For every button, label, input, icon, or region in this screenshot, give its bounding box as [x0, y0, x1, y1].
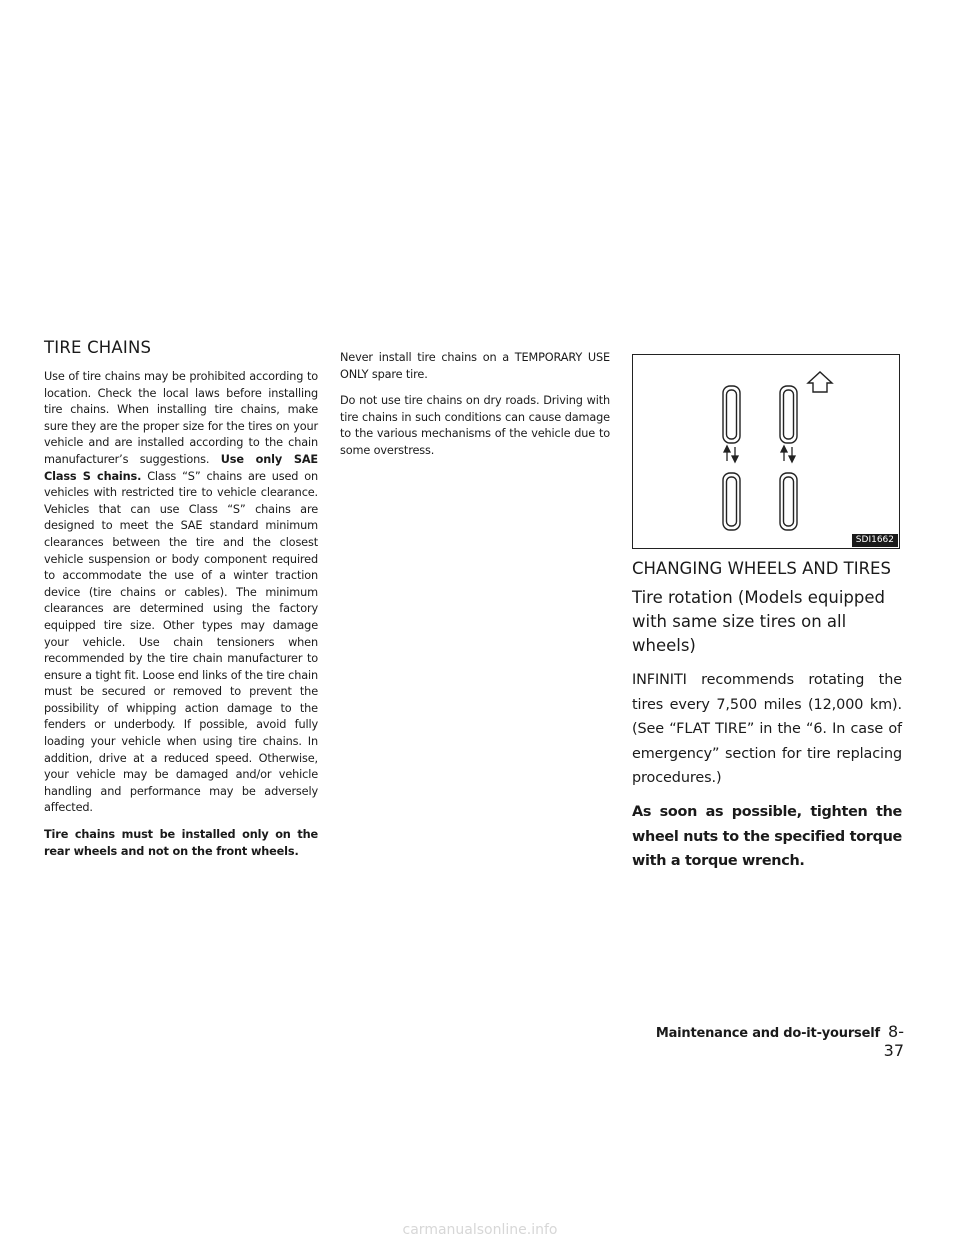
- swap-arrows-icon: [781, 446, 795, 462]
- footer-section-title: Maintenance and do-it-yourself: [655, 1026, 880, 1041]
- rear-wheels-warning-text: Tire chains must be installed only on the rear wheels and not on the front wheels.: [44, 828, 318, 858]
- tire-chains-text-b: Class “S” chains are used on vehicles with restricted tire to vehicle clearance. Vehicles that can use Class “S” chains are designed to meet the SAE standard minimum clearances between the tire and the closest vehicle suspension or body component required to accommodate the use of a winter traction device (tire chains or cables). The minimum clearances are determined using the factory equipped tire size. Other types may damage your vehicle. Use chain tensioners when recommended by the tire chain manufacturer to ensure a tight fit. Loose end links of the tire chain must be secured or removed to prevent the possibility of whipping action damage to the fenders or underbody. If possible, avoid fully loading your vehicle when using tire chains. In addition, drive at a reduced speed. Otherwise, your vehicle may be damaged and/or vehicle handling and performance may be adversely affected.: [44, 469, 318, 815]
- page-number: 8-37: [883, 1022, 904, 1060]
- changing-wheels-column: [632, 354, 902, 883]
- page-footer: [638, 1022, 904, 1060]
- dry-roads-note: Do not use tire chains on dry roads. Driving with tire chains in such conditions can cause damage to the various mechanisms of the vehicle due to some overstress.: [340, 394, 610, 457]
- temporary-spare-note: Never install tire chains on a TEMPORARY USE ONLY spare tire.: [340, 351, 610, 381]
- tire-rotation-diagram: [633, 355, 901, 550]
- tire-chains-text-a: Use of tire chains may be prohibited according to location. Check the local laws before installing tire chains. When installing tire chains, make sure they are the proper size for the tires on your vehicle and are installed according to the chain manufacturer’s suggestions.: [44, 370, 318, 466]
- tire-chains-sae-emphasis: Use only SAE Class S chains.: [44, 452, 318, 483]
- tire-icon: [723, 473, 740, 530]
- changing-wheels-heading: CHANGING WHEELS AND TIRES: [632, 559, 891, 578]
- tire-rotation-figure: [632, 354, 900, 549]
- torque-instruction: As soon as possible, tighten the wheel nuts to the specified torque with a torque wrench.: [632, 803, 902, 870]
- tire-icon: [780, 473, 797, 530]
- front-arrow-icon: [808, 372, 832, 392]
- tire-chains-column-2: [340, 350, 610, 470]
- rear-wheels-warning: [44, 827, 318, 860]
- tire-chains-heading: TIRE CHAINS: [44, 338, 152, 357]
- tire-icon: [723, 386, 740, 443]
- figure-code: SDI1662: [852, 534, 898, 547]
- tire-chains-column: [44, 338, 318, 870]
- tire-icon: [780, 386, 797, 443]
- watermark: carmanualsonline.info: [402, 1222, 558, 1238]
- tire-chains-paragraph: [44, 369, 318, 817]
- swap-arrows-icon: [724, 446, 738, 462]
- rotation-recommendation: INFINITI recommends rotating the tires every 7,500 miles (12,000 km). (See “FLAT TIRE” in the “6. In case of emergency” section for tire replacing procedures.): [632, 672, 902, 787]
- tire-rotation-subheading: Tire rotation (Models equipped with same size tires on all wheels): [632, 588, 885, 655]
